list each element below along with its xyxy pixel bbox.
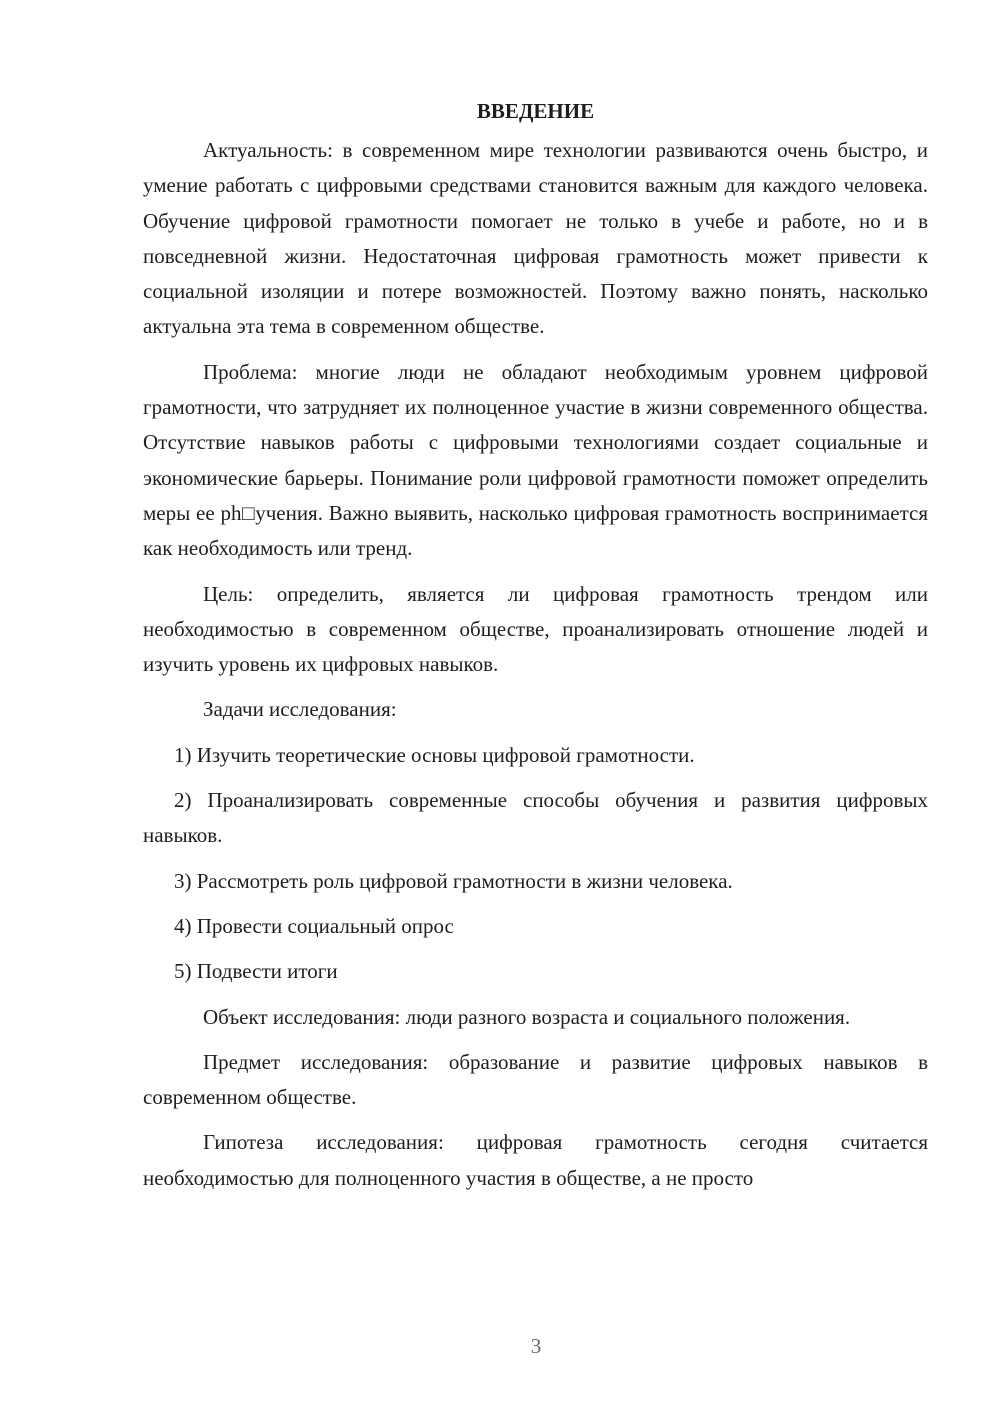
task-item-4: 4) Провести социальный опрос (174, 913, 454, 938)
task-item-2: 2) Проанализировать современные способы обучения и развития цифровых навыков. (143, 788, 928, 848)
section-title: ВВЕДЕНИЕ (476, 99, 595, 123)
paragraph-goal: Цель: определить, является ли цифровая грамотность трендом или необходимостью в современном обществе, проанализировать отношение людей и изучить уровень их цифровых навыков. (143, 581, 928, 677)
task-item-5: 5) Подвести итоги (174, 959, 338, 984)
paragraph-hypothesis: Гипотеза исследования: цифровая грамотность сегодня считается необходимостью для полноценного участия в обществе, а не просто (143, 1130, 928, 1190)
paragraph-subject: Предмет исследования: образование и развитие цифровых навыков в современном обществе. (143, 1049, 928, 1110)
task-item-3: 3) Рассмотреть роль цифровой грамотности в жизни человека. (174, 868, 733, 893)
paragraph-problem: Проблема: многие люди не обладают необходимым уровнем цифровой грамотности, что затрудняет их полноценное участие в жизни современного общества. Отсутствие навыков работы с цифровыми технологиями создает социальные и экономические барьеры. Понимание роли цифровой грамотности поможет определить меры ее ph□учения. Важно выявить, насколько цифровая грамотность воспринимается как необходимость или тренд. (143, 359, 928, 561)
paragraph-object: Объект исследования: люди разного возраста и социального положения. (203, 1004, 851, 1029)
paragraph-tasks-heading: Задачи исследования: (203, 697, 397, 722)
paragraph-relevance: Актуальность: в современном мире технологии развиваются очень быстро, и умение работать с цифровыми средствами становится важным для каждого человека. Обучение цифровой грамотности помогает не только в учебе и работе, но и в повседневной жизни. Недостаточная цифровая грамотность может привести к социальной изоляции и потере возможностей. Поэтому важно понять, насколько актуальна эта тема в современном обществе. (143, 138, 928, 339)
page-number: 3 (530, 1334, 542, 1358)
task-item-1: 1) Изучить теоретические основы цифровой грамотности. (174, 742, 695, 767)
page-content (143, 94, 928, 1206)
